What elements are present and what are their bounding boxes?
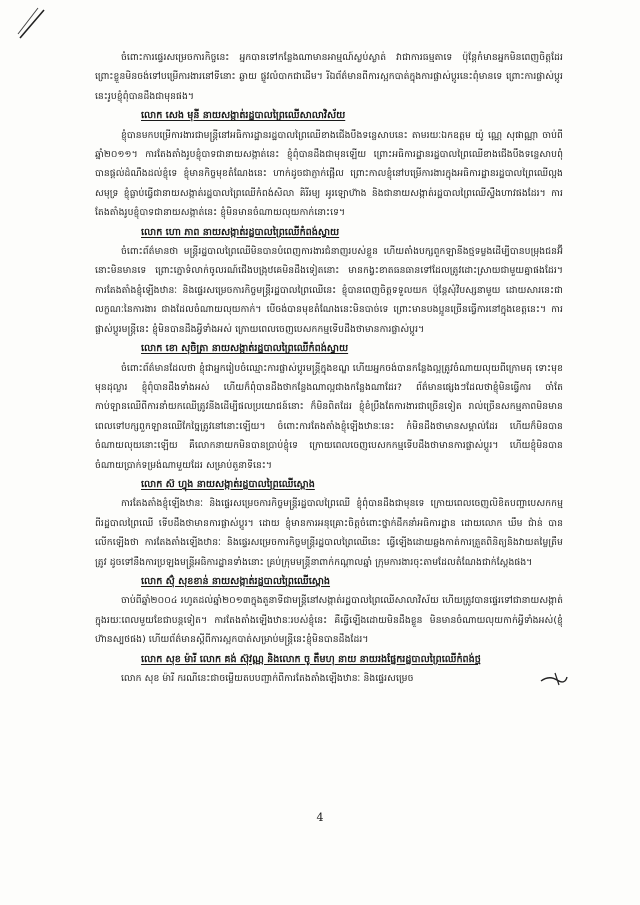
- section-heading-text: លោក សេង មុនី នាយសង្កាត់រដ្ឋបាលព្រៃឈើសាលាវិស័យ: [141, 110, 346, 122]
- section-heading: [95, 223, 563, 242]
- section-heading-text: លោក ហោ ភាព នាយសង្កាត់រដ្ឋបាលព្រៃឈើកំពង់ស្វាយ: [141, 226, 340, 238]
- paragraph: លោក សុខ ម៉ារី ករណីនេះជាចម្លើយតបបញ្ជាក់ពីការតែងតាំងឡើងឋានៈ និងផ្ទេរសម្រេច: [95, 669, 563, 688]
- section-heading: [95, 106, 563, 125]
- initial-mark-icon: [539, 671, 569, 687]
- paragraph: ការតែងតាំងខ្ញុំឡើងឋានៈ និងផ្ទេរសម្រេចការកិច្ចមន្ត្រីរដ្ឋបាលព្រៃឈើ ខ្ញុំពុំបានដឹងជាមុនទេ ក្រោយពេលចេញលិខិតបញ្ជាបេសកកម្មពីរដ្ឋបាលព្រៃឈើ ទើបដឹងថាមានការផ្លាស់ប្តូរ។ ដោយ ខ្ញុំមានការអនុគ្រោះចិត្តចំពោះថ្នាក់ដឹកនាំអធិការដ្ឋាន ដោយលោក ឃឹម ជ៉ាន់ បានលើកឡើងថា ការតែងតាំងឡើងឋានៈ និងផ្ទេរសម្រេចការកិច្ចមន្ត្រីរដ្ឋបាលព្រៃឈើនេះ ធ្វើឡើងដោយឆ្លងកាត់ការត្រួតពិនិត្យនិងវាយតម្លៃត្រឹមត្រូវ ដូចទៅនឹងការប្រឡងមន្ត្រីអធិការដ្ឋានទាំងនោះ គ្រប់ក្រុមមន្ត្រីនាពាក់កណ្តាលឆ្នាំ ក្រុមការងារចុះតាមដែលតំណែងជាក់ស្តែងផង។: [95, 498, 563, 568]
- section-heading-text: លោក ស៊ុំ សុខខាន់ នាយសង្កាត់រដ្ឋបាលព្រៃឈើស្ពោង: [141, 575, 331, 587]
- paragraph: ចំពោះការផ្ទេរសម្រេចការកិច្ចនេះ អ្នកបានទៅកន្លែងណាមានអាម្មណ៍ស្ងប់ស្ងាត់ វាជាការធម្មតាទេ ប៉ុន្តែកំមានអ្នកមិនពេញចិត្តដែរ ព្រោះខ្លួនមិនចង់ទៅបម្រើការងារនៅទីនោះ ឆ្ងាយ ផ្លូវលំបាកជាដើម។ រីឯព័ត៌មានពីការស្អកបាត់ក្នុងការផ្លាស់ប្តូរនេះពុំមានទេ ព្រោះការផ្លាស់ប្តូរនេះរូបខ្ញុំពុំបានដឹងជាមុនផង។: [95, 52, 563, 102]
- section-heading: [95, 572, 563, 591]
- section-heading-text: លោក ស៊ ហ្វុង នាយសង្កាត់រដ្ឋបាលព្រៃឈើស្ពោង: [141, 478, 315, 490]
- section-heading: [95, 475, 563, 494]
- paragraph: ចំពោះព័ត៌មានថា មន្ត្រីរដ្ឋបាលព្រៃឈើមិនបានបំពេញការងារជំនាញរបស់ខ្លួន ហើយតាំងបក្សពួកឡានីងថ្មទម្លងដើម្បីបានបម្រុងជនអ៊ីនោះមិនមានទេ ព្រោះភ្នោទំលាក់ចូលរណ៍ជើងបង្រុឋគេមិនដឹងទៀតនោះ មានកង្វះខាតធនធានទៅដែលត្រូវដោះស្រាយជាមួយគ្នាផងដែរ។ ការតែងតាំងខ្ញុំឡើងឋានៈ និងផ្ទេរសម្រេចការកិច្ចមន្ត្រីរដ្ឋបាលព្រៃឈើនេះ ខ្ញុំបានពេញចិត្តទទួលយក ប៉ុន្តែសុំវិបស្សនាមួយ ដោយសារនេះជាលក្ខណៈនៃការងារ ជាងដែលចំណាយលុយកាក់។ បើចង់បានមុខតំណែងនេះមិនបាច់ទេ ព្រោះមានបងប្អូនច្រើនធ្វើការនៅក្នុងខេត្តនេះ។ ការផ្លាស់ប្តូរមន្ត្រីនេះ ខ្ញុំមិនបានដឹងអ្វីទាំងអស់ ក្រោយពេលចេញបេសកកម្មទើបដឹងថាមានការផ្លាស់ប្តូរ។: [95, 246, 563, 335]
- document-body: [95, 48, 563, 688]
- section-heading-text: លោក សុខ ម៉ារី លោក គង់ ស៊ុវណ្ណ និងលោក ចូ តឹមហុ នាយ នាយរងផ្នែករដ្ឋបាលព្រៃឈើកំពង់ថ្ម: [141, 653, 481, 665]
- page-number: 4: [316, 811, 324, 824]
- paragraph: ចាប់ពីឆ្នាំ២០០៤ រហូតដល់ឆ្នាំ២០១៣ក្នុងតួនាទីជាមន្ត្រីនៅសង្កាត់រដ្ឋបាលព្រៃឈើសាលាវិស័យ ហើយត្រូវបានផ្ទេរទៅជានាយសង្កាត់ក្នុងរយៈពេលមួយខែជាបន្តទៀត។ ការតែងតាំងឡើងឋានៈរបស់ខ្ញុំនេះ គឺធ្វើឡើងដោយមិនដឹងខ្លួន មិនមានចំណាយលុយកាក់អ្វីទាំងអស់(ខ្ញុំហ៊ានស្បថផង) ហើយព័ត៌មានស្តីពីការស្អកបាត់សម្រាប់មន្ត្រីនេះខ្ញុំមិនបានដឹងដែរ។: [95, 595, 563, 646]
- paragraph: ចំពោះព័ត៌មានដែលថា ខ្ញុំជាអ្នករៀបចំឈ្មោះការផ្លាស់ប្តូរមន្ត្រីក្នុងខណ្ឌ ហើយអ្នកចង់បានកន្លែងល្អត្រូវចំណាយលុយពីក្រោមតុ ទោះមុខមុនដុល្លារ ខ្ញុំពុំបានដឹងទាំងអស់ ហើយក៏ពុំបានដឹងថាកន្លែងណាល្អជាងកន្លែងណាដែរ? ព័ត៌មានផ្សេងៗដែលថាខ្ញុំមិនធ្វើការ ចាំតែកាប់ឡានឈើពីការនាំយកឈើត្រូវនីងដើម្បីផលប្រយោជន៍នោះ ក៏មិនពិតដែរ ខ្ញុំខំប្រឹងតែការងារជាច្រើនទៀត រាល់ច្រើនសកម្មភាពមិនមានពេលទៅបក្សពួកឡានឈើកែច្នៃត្រូវនៅនោះឡើយ។ ចំពោះការតែងតាំងខ្ញុំឡើងឋានៈនេះ កំមិនដឹងថាមានសម្គាល់ដែរ ហើយក៏មិនបានចំណាយលុយនោះឡើយ គឺលោកនាយកមិនបានប្រាប់ខ្ញុំទេ ក្រោយពេលចេញបេសកកម្មទើបដឹងថាមានការផ្លាស់ប្តូរ។ ហើយខ្ញុំមិនបានចំណាយប្រាក់ទម្រង់ណាមួយដែរ សម្រាប់តួនាទីនេះ។: [95, 362, 563, 471]
- staple-mark-icon: [14, 4, 54, 44]
- section-heading: [95, 339, 563, 358]
- section-heading: [95, 650, 563, 669]
- section-heading-text: លោក ខោ សុចិត្រា នាយសង្កាត់រដ្ឋបាលព្រៃឈើកំពង់ស្វាយ: [141, 343, 349, 355]
- paragraph: ខ្ញុំបានមកបម្រើការងារជាមន្ត្រីនៅអធិការដ្ឋានរដ្ឋបាលព្រៃឈើខាងជើងបឹងទន្លេសាបនេះ តាមរយៈឯកឧត្តម យ៉ូ ណ្ណេ សុផាណ្ណា ចាប់ពីឆ្នាំ២០១១។ ការតែងតាំងរូបខ្ញុំបាទជានាយសង្កាត់នេះ ខ្ញុំពុំបានដឹងជាមុនឡើយ ព្រោះអធិការដ្ឋានរដ្ឋបាលព្រៃឈើខាងជើងបឹងទន្លេសាបពុំបានផ្តល់ដំណឹងដល់ខ្ញុំទេ ខ្ញុំមានកិច្ចមុខតំណែងនេះ ហាក់ដូចជាភ្ញាក់ផ្អើល ព្រោះកាលខ្ញុំនៅបម្រើការងារក្នុងអធិការដ្ឋានរដ្ឋបាលព្រៃឈើល្អងសមុទ្រ ខ្ញុំធ្លាប់ធ្វើជានាយសង្កាត់រដ្ឋបាលព្រៃឈើកំពង់សិលា គិរីរម្យ អូរឡោហ៊ាង និងជានាយសង្កាត់រដ្ឋបាលព្រៃឈើស្ទឹងហាវផងដែរ។ ការតែងតាំងរូបខ្ញុំបាទជានាយសង្កាត់នេះ ខ្ញុំមិនមានចំណាយលុយកាក់នោះទេ។: [95, 129, 563, 219]
